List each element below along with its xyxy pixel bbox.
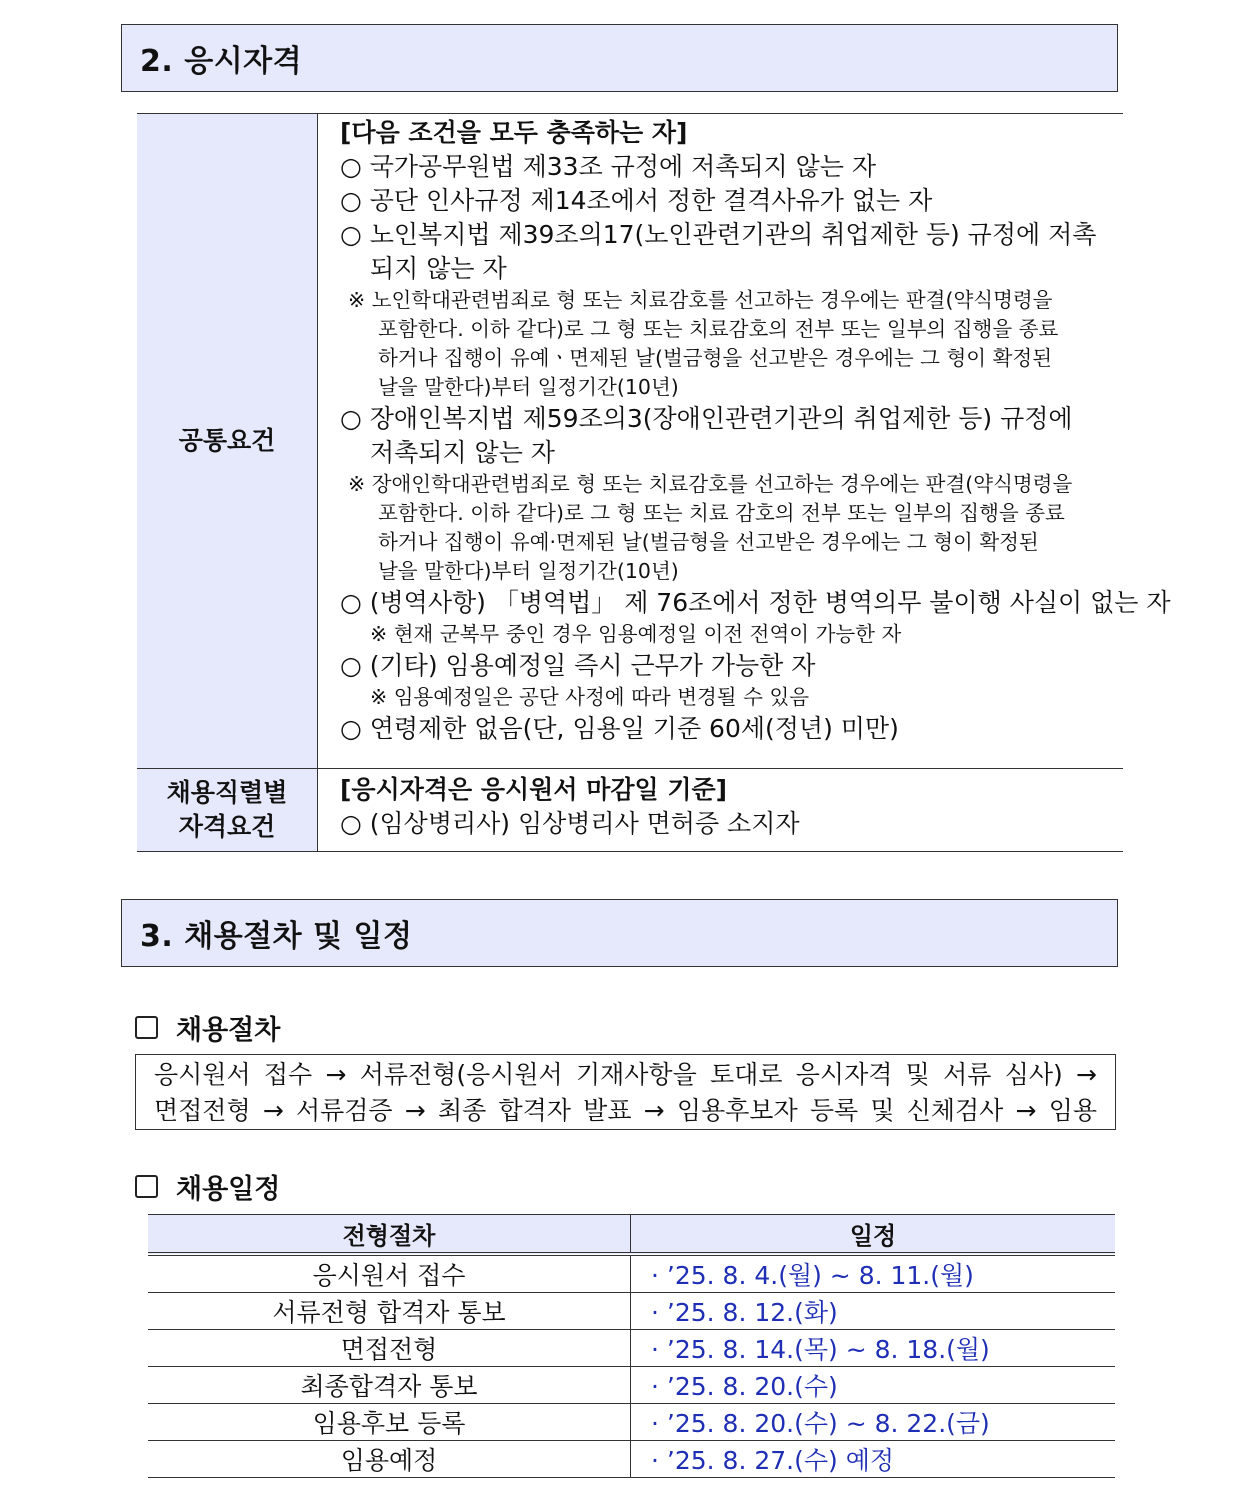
- position-requirements-label: [137, 769, 318, 852]
- table-row: [148, 1367, 1115, 1404]
- requirement-note-cont: 하거나 집행이 유예·면제된 날(벌금형을 선고받은 경우에는 그 형이 확정된: [378, 530, 1039, 554]
- procedure-line: 면접전형 → 서류검증 → 최종 합격자 발표 → 임용후보자 등록 및 신체검사 → 임용: [154, 1096, 1097, 1125]
- schedule-date: · ’25. 8. 27.(수) 예정: [631, 1441, 1116, 1478]
- requirement-item-cont: 되지 않는 자: [370, 254, 507, 283]
- procedure-heading: [135, 1008, 280, 1047]
- schedule-step: 임용예정: [148, 1441, 631, 1478]
- requirement-note: ※ 현재 군복무 중인 경우 임용예정일 이전 전역이 가능한 자: [370, 622, 902, 646]
- requirement-note: ※ 임용예정일은 공단 사정에 따라 변경될 수 있음: [370, 685, 810, 709]
- procedure-heading-text: 채용절차: [176, 1015, 281, 1046]
- common-requirements-row: [137, 114, 1123, 769]
- qualification-table: [137, 113, 1171, 852]
- section-2-header: [121, 24, 1118, 92]
- column-header-date: 일정: [631, 1215, 1116, 1255]
- requirement-note-cont: 포함한다. 이하 같다)로 그 형 또는 치료 감호의 전부 또는 일부의 집행을 종료: [378, 501, 1065, 525]
- requirement-item: ○ (기타) 임용예정일 즉시 근무가 가능한 자: [340, 651, 816, 680]
- schedule-step: 최종합격자 통보: [148, 1367, 631, 1404]
- requirement-note-cont: 하거나 집행이 유예ㆍ면제된 날(벌금형을 선고받은 경우에는 그 형이 확정된: [378, 346, 1053, 370]
- requirement-note-cont: 날을 말한다)부터 일정기간(10년): [378, 559, 679, 583]
- table-row: [148, 1330, 1115, 1367]
- square-bullet-icon: [135, 1175, 158, 1198]
- procedure-box: [135, 1054, 1116, 1130]
- position-requirement-intro: [응시자격은 응시원서 마감일 기준]: [340, 775, 728, 804]
- position-requirements-row: [137, 769, 1123, 852]
- schedule-step: 면접전형: [148, 1330, 631, 1367]
- schedule-step: 임용후보 등록: [148, 1404, 631, 1441]
- schedule-header-row: [148, 1215, 1115, 1255]
- schedule-heading: [135, 1167, 280, 1206]
- schedule-heading-text: 채용일정: [176, 1174, 281, 1205]
- requirement-note: ※ 노인학대관련범죄로 형 또는 치료감호를 선고하는 경우에는 판결(약식명령을: [348, 288, 1053, 312]
- requirement-item: ○ 장애인복지법 제59조의3(장애인관련기관의 취업제한 등) 규정에: [340, 404, 1073, 433]
- schedule-step: 서류전형 합격자 통보: [148, 1293, 631, 1330]
- requirement-item: ○ 연령제한 없음(단, 임용일 기준 60세(정년) 미만): [340, 714, 899, 743]
- schedule-date: · ’25. 8. 20.(수): [631, 1367, 1116, 1404]
- requirement-note: ※ 장애인학대관련범죄로 형 또는 치료감호를 선고하는 경우에는 판결(약식명령을: [348, 472, 1073, 496]
- requirement-item: ○ 노인복지법 제39조의17(노인관련기관의 취업제한 등) 규정에 저촉: [340, 220, 1097, 249]
- column-header-step: 전형절차: [148, 1215, 631, 1255]
- section-2-title: 2. 응시자격: [140, 44, 303, 79]
- section-3-header: [121, 899, 1118, 967]
- table-row: [148, 1254, 1115, 1293]
- schedule-date: · ’25. 8. 12.(화): [631, 1293, 1116, 1330]
- schedule-date: · ’25. 8. 20.(수) ~ 8. 22.(금): [631, 1404, 1116, 1441]
- common-requirements-label: 공통요건: [137, 114, 318, 769]
- requirement-note-cont: 포함한다. 이하 같다)로 그 형 또는 치료감호의 전부 또는 일부의 집행을 종료: [378, 317, 1059, 341]
- requirement-note-cont: 날을 말한다)부터 일정기간(10년): [378, 375, 679, 399]
- requirement-item: ○ (병역사항) 「병역법」 제 76조에서 정한 병역의무 불이행 사실이 없는 자: [340, 588, 1171, 617]
- schedule-date: · ’25. 8. 4.(월) ~ 8. 11.(월): [631, 1254, 1116, 1293]
- procedure-line: 응시원서 접수 → 서류전형(응시원서 기재사항을 토대로 응시자격 및 서류 심사) →: [154, 1060, 1097, 1089]
- section-3-title: 3. 채용절차 및 일정: [140, 919, 413, 954]
- requirement-item-cont: 저촉되지 않는 자: [370, 438, 555, 467]
- position-requirement-item: ○ (임상병리사) 임상병리사 면허증 소지자: [340, 809, 800, 838]
- position-label-line2: 자격요건: [178, 812, 276, 841]
- schedule-step: 응시원서 접수: [148, 1254, 631, 1293]
- requirement-item: ○ 국가공무원법 제33조 규정에 저촉되지 않는 자: [340, 152, 877, 181]
- square-bullet-icon: [135, 1016, 158, 1039]
- table-row: [148, 1441, 1115, 1478]
- table-row: [148, 1404, 1115, 1441]
- common-requirements-content: [318, 114, 1171, 769]
- requirement-item: ○ 공단 인사규정 제14조에서 정한 결격사유가 없는 자: [340, 186, 933, 215]
- schedule-date: · ’25. 8. 14.(목) ~ 8. 18.(월): [631, 1330, 1116, 1367]
- requirement-intro: [다음 조건을 모두 충족하는 자]: [340, 118, 688, 147]
- schedule-table: [148, 1214, 1115, 1478]
- position-requirements-content: [318, 769, 1124, 852]
- table-row: [148, 1293, 1115, 1330]
- position-label-line1: 채용직렬별: [166, 778, 288, 807]
